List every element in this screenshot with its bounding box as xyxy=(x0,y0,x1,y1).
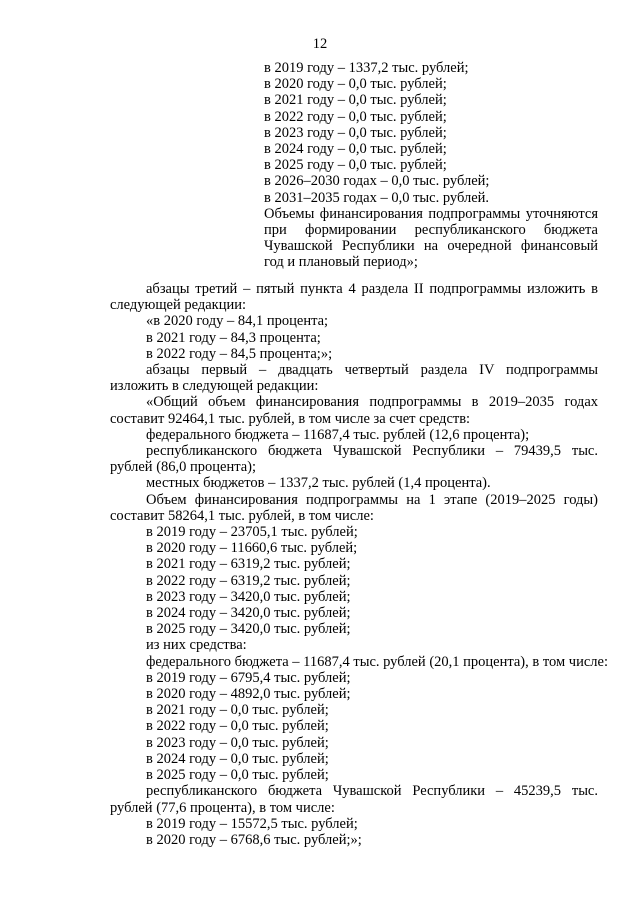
list-item: местных бюджетов – 1337,2 тыс. рублей (1,4 процента). xyxy=(146,475,491,492)
list-item: в 2031–2035 годах – 0,0 тыс. рублей. xyxy=(264,189,490,206)
list-item: в 2019 году – 1337,2 тыс. рублей; xyxy=(264,60,469,76)
top-funding-block xyxy=(264,60,598,271)
list-item: в 2022 году – 0,0 тыс. рублей; xyxy=(264,108,447,125)
main-text-block xyxy=(110,281,608,848)
list-item: в 2020 году – 0,0 тыс. рублей; xyxy=(264,76,447,93)
list-item: в 2021 году – 0,0 тыс. рублей; xyxy=(146,702,329,719)
paragraph: «Общий объем финансирования подпрограммы в 2019–2035 годах составит 92464,1 тыс. рублей, в том числе за счет средств: xyxy=(110,394,598,427)
paragraph: республиканского бюджета Чувашской Республики – 79439,5 тыс. рублей (86,0 процента); xyxy=(110,443,598,476)
paragraph: абзацы третий – пятый пункта 4 раздела II подпрограммы изложить в следующей редакции: xyxy=(110,281,598,314)
list-item: в 2023 году – 0,0 тыс. рублей; xyxy=(264,124,447,141)
list-item: в 2019 году – 6795,4 тыс. рублей; xyxy=(146,669,351,686)
list-item: в 2025 году – 0,0 тыс. рублей; xyxy=(264,157,447,174)
list-item: в 2026–2030 годах – 0,0 тыс. рублей; xyxy=(264,173,490,190)
page-number: 12 xyxy=(312,36,328,52)
list-item: в 2021 году – 6319,2 тыс. рублей; xyxy=(146,556,351,573)
list-item: в 2021 году – 0,0 тыс. рублей; xyxy=(264,92,447,109)
list-item: в 2024 году – 0,0 тыс. рублей; xyxy=(146,750,329,767)
paragraph: Объем финансирования подпрограммы на 1 этапе (2019–2025 годы) составит 58264,1 тыс. рублей, в том числе: xyxy=(110,491,598,524)
list-item: в 2019 году – 23705,1 тыс. рублей; xyxy=(146,524,358,541)
list-item: в 2024 году – 0,0 тыс. рублей; xyxy=(264,141,447,158)
list-item: в 2022 году – 0,0 тыс. рублей; xyxy=(146,718,329,735)
list-item: федерального бюджета – 11687,4 тыс. рублей (20,1 процента), в том числе: xyxy=(146,653,608,670)
list-item: в 2023 году – 3420,0 тыс. рублей; xyxy=(146,588,351,605)
paragraph: Объемы финансирования подпрограммы уточняются при формировании республиканского бюджета Чувашской Республики на очередной финансовый год и плановый период»; xyxy=(264,205,598,271)
list-item: в 2023 году – 0,0 тыс. рублей; xyxy=(146,734,329,751)
list-item: в 2022 году – 6319,2 тыс. рублей; xyxy=(146,572,351,589)
list-item: в 2025 году – 0,0 тыс. рублей; xyxy=(146,767,329,784)
list-item: в 2020 году – 6768,6 тыс. рублей;»; xyxy=(146,831,362,848)
list-item: в 2019 году – 15572,5 тыс. рублей; xyxy=(146,815,358,832)
list-item: в 2020 году – 11660,6 тыс. рублей; xyxy=(146,540,358,557)
list-item: в 2020 году – 4892,0 тыс. рублей; xyxy=(146,686,351,703)
paragraph: республиканского бюджета Чувашской Республики – 45239,5 тыс. рублей (77,6 процента), в том числе: xyxy=(110,783,598,816)
paragraph: абзацы первый – двадцать четвертый раздела IV подпрограммы изложить в следующей редакции: xyxy=(110,362,598,395)
list-item: «в 2020 году – 84,1 процента; xyxy=(146,313,329,330)
list-item: из них средства: xyxy=(146,637,247,654)
list-item: в 2025 году – 3420,0 тыс. рублей; xyxy=(146,621,351,638)
list-item: в 2021 году – 84,3 процента; xyxy=(146,329,321,346)
list-item: в 2022 году – 84,5 процента;»; xyxy=(146,345,333,362)
list-item: федерального бюджета – 11687,4 тыс. рублей (12,6 процента); xyxy=(146,426,530,443)
list-item: в 2024 году – 3420,0 тыс. рублей; xyxy=(146,605,351,622)
